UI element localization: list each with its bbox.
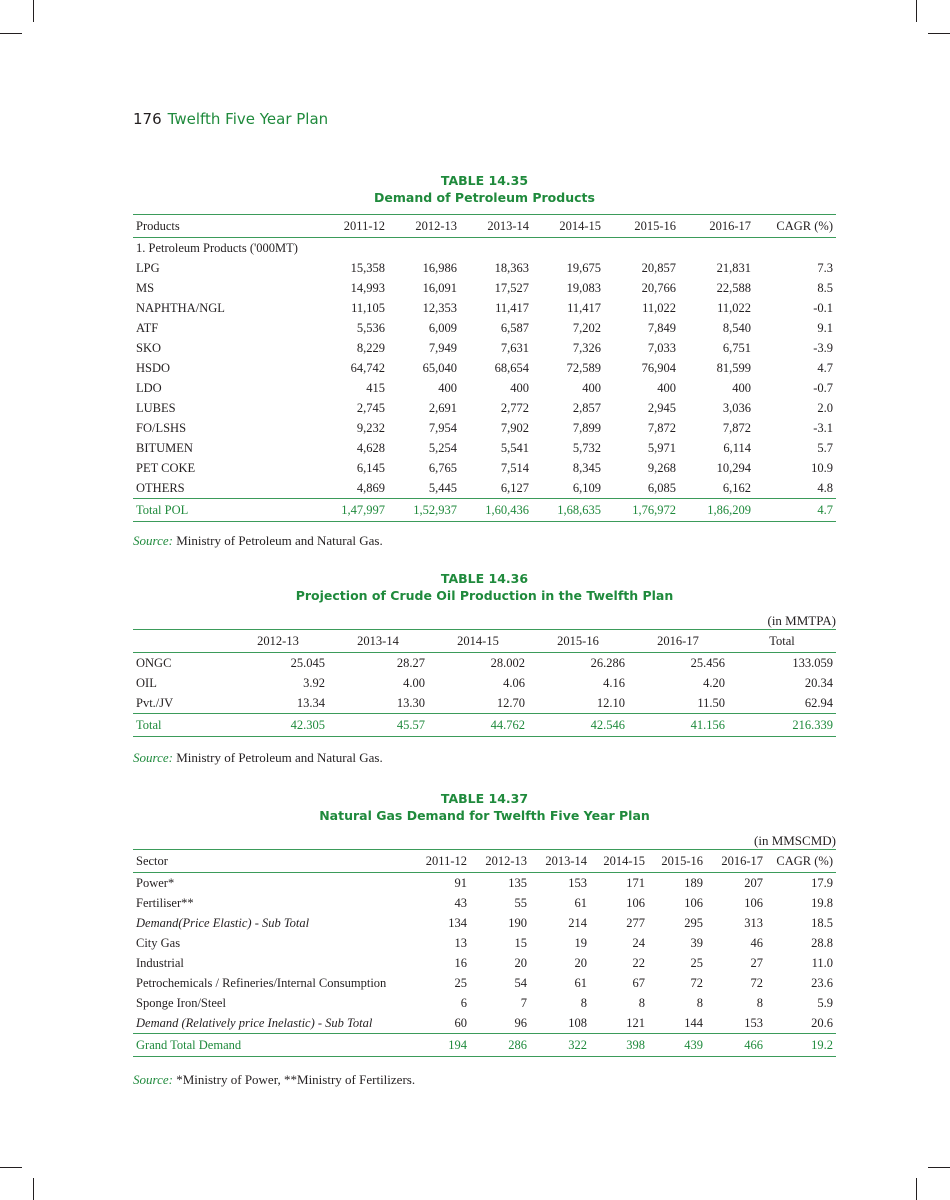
table-caption (133, 172, 836, 206)
table-source (133, 750, 383, 766)
table-source (133, 1072, 415, 1088)
table-cell: 76,904 (641, 360, 676, 375)
table-number: TABLE 14.36 (440, 571, 529, 586)
table-cell: 5.7 (817, 440, 833, 455)
table-cell: 108 (568, 1015, 587, 1030)
table-cell: 106 (744, 895, 763, 910)
table-header-row (133, 850, 836, 873)
table-cell: 7,899 (572, 420, 601, 435)
column-header: 2015-16 (604, 215, 679, 238)
total-cell: 194 (413, 1034, 470, 1057)
table-cell: 144 (684, 1015, 703, 1030)
column-header: 2012-13 (470, 850, 530, 873)
crude-oil-projection-table (133, 629, 836, 737)
table-cell: 67 (632, 975, 645, 990)
row-label: Power* (136, 875, 175, 890)
table-cell: 19.8 (811, 895, 833, 910)
table-cell: 134 (448, 915, 467, 930)
column-header: 2012-13 (388, 215, 460, 238)
table-cell: 400 (732, 380, 751, 395)
table-cell: 22,588 (716, 280, 751, 295)
table-cell: 68,654 (494, 360, 529, 375)
table-cell: 72 (690, 975, 703, 990)
table-cell: 19,675 (566, 260, 601, 275)
petroleum-demand-table (133, 214, 836, 522)
row-label: NAPHTHA/NGL (136, 300, 225, 315)
table-cell: 171 (626, 875, 645, 890)
column-header: Sector (133, 850, 413, 873)
row-label: Sponge Iron/Steel (136, 995, 226, 1010)
total-row (133, 714, 836, 737)
total-row (133, 499, 836, 522)
table-cell: 7,033 (647, 340, 676, 355)
table-cell: 135 (508, 875, 527, 890)
column-header: 2014-15 (590, 850, 648, 873)
table-cell: 400 (510, 380, 529, 395)
table-cell: 61 (574, 895, 587, 910)
table-row (133, 933, 836, 953)
table-cell: 16,091 (422, 280, 457, 295)
table-cell: 5,971 (647, 440, 676, 455)
total-cell: 19.2 (766, 1034, 836, 1057)
table-cell: 28.002 (490, 655, 525, 670)
row-label: FO/LSHS (136, 420, 187, 435)
total-label: Grand Total Demand (133, 1034, 413, 1057)
row-label: Petrochemicals / Refineries/Internal Consumption (136, 975, 387, 990)
column-header: 2015-16 (648, 850, 706, 873)
unit-label: (in MMTPA) (767, 613, 836, 628)
table-cell: -3.1 (813, 420, 833, 435)
column-header: 2016-17 (706, 850, 766, 873)
table-cell: 20 (514, 955, 527, 970)
table-cell: 18.5 (811, 915, 833, 930)
table-title: Projection of Crude Oil Production in the Twelfth Plan (295, 588, 674, 603)
table-cell: 20.34 (804, 675, 833, 690)
table-cell: 11,022 (642, 300, 676, 315)
table-cell: 277 (626, 915, 645, 930)
table-row (133, 258, 836, 278)
table-cell: 7.3 (817, 260, 833, 275)
table-cell: 11.0 (811, 955, 833, 970)
table-number: TABLE 14.35 (440, 173, 529, 188)
crop-mark (928, 1167, 950, 1168)
table-cell: 6,109 (572, 480, 601, 495)
table-row (133, 973, 836, 993)
table-cell: 11.50 (697, 695, 725, 710)
table-cell: 11,022 (717, 300, 751, 315)
table-cell: 28.27 (396, 655, 425, 670)
table-cell: 8 (580, 995, 587, 1010)
crop-mark (33, 0, 34, 22)
column-header: Total (728, 630, 836, 653)
total-cell: 42.546 (528, 714, 628, 737)
table-cell: 27 (750, 955, 763, 970)
total-cell: 1,76,972 (604, 499, 679, 522)
source-label: Source: (133, 1072, 173, 1087)
row-label: Demand (Relatively price Inelastic) - Sub Total (136, 1015, 373, 1030)
table-row (133, 438, 836, 458)
total-cell: 398 (590, 1034, 648, 1057)
row-label: OIL (136, 675, 157, 690)
table-cell: 8.5 (817, 280, 833, 295)
table-cell: 55 (514, 895, 527, 910)
table-row (133, 338, 836, 358)
total-cell: 216.339 (728, 714, 836, 737)
table-cell: 72 (750, 975, 763, 990)
table-cell: 5,732 (572, 440, 601, 455)
table-title: Demand of Petroleum Products (374, 190, 595, 205)
row-label: SKO (136, 340, 162, 355)
row-label: MS (136, 280, 155, 295)
table-cell: 16,986 (422, 260, 457, 275)
table-cell: 20.6 (811, 1015, 833, 1030)
table-cell: 11,417 (495, 300, 529, 315)
table-cell: 2,772 (500, 400, 529, 415)
column-header: 2014-15 (532, 215, 604, 238)
table-cell: 6,751 (722, 340, 751, 355)
table-cell: 11,417 (567, 300, 601, 315)
table-row (133, 458, 836, 478)
total-cell: 286 (470, 1034, 530, 1057)
table-cell: 8,540 (722, 320, 751, 335)
total-cell: 1,47,997 (313, 499, 388, 522)
table-cell: 5,254 (428, 440, 457, 455)
table-cell: 61 (574, 975, 587, 990)
table-cell: 153 (568, 875, 587, 890)
table-cell: 106 (684, 895, 703, 910)
table-cell: 121 (626, 1015, 645, 1030)
table-cell: 18,363 (494, 260, 529, 275)
row-label: Pvt./JV (136, 695, 174, 710)
row-label: ONGC (136, 655, 172, 670)
table-cell: 20,766 (641, 280, 676, 295)
total-cell: 1,52,937 (388, 499, 460, 522)
crop-mark (928, 33, 950, 34)
column-header: 2011-12 (313, 215, 388, 238)
table-cell: 4.7 (817, 360, 833, 375)
table-cell: 25 (690, 955, 703, 970)
table-cell: 2,691 (428, 400, 457, 415)
table-cell: 3.92 (303, 675, 325, 690)
total-cell: 1,60,436 (460, 499, 532, 522)
table-cell: 8,229 (356, 340, 385, 355)
table-cell: 4.00 (403, 675, 425, 690)
table-cell: 8 (756, 995, 763, 1010)
column-header: 2012-13 (228, 630, 328, 653)
total-cell: 4.7 (754, 499, 836, 522)
table-cell: 106 (626, 895, 645, 910)
table-cell: 4,869 (356, 480, 385, 495)
page-number: 176 (133, 110, 162, 128)
table-row (133, 318, 836, 338)
table-cell: 19,083 (566, 280, 601, 295)
table-cell: 28.8 (811, 935, 833, 950)
running-title: Twelfth Five Year Plan (167, 110, 329, 128)
table-row (133, 693, 836, 714)
crop-mark (916, 1178, 917, 1200)
table-cell: 6,145 (356, 460, 385, 475)
row-label: Demand(Price Elastic) - Sub Total (136, 915, 310, 930)
column-header: 2014-15 (428, 630, 528, 653)
table-cell: 295 (684, 915, 703, 930)
table-cell: 15 (514, 935, 527, 950)
table-cell: 13.30 (396, 695, 425, 710)
table-header-row (133, 215, 836, 238)
row-label: LPG (136, 260, 160, 275)
table-cell: -0.1 (813, 300, 833, 315)
table-cell: 133.059 (792, 655, 833, 670)
table-source (133, 533, 383, 549)
table-row (133, 1013, 836, 1034)
row-label: ATF (136, 320, 159, 335)
row-label: LUBES (136, 400, 176, 415)
table-cell: 2,857 (572, 400, 601, 415)
table-caption (133, 570, 836, 604)
table-cell: 4.8 (817, 480, 833, 495)
table-cell: 400 (438, 380, 457, 395)
table-cell: 2,945 (647, 400, 676, 415)
table-row (133, 398, 836, 418)
table-cell: 415 (366, 380, 385, 395)
section-row (133, 238, 836, 259)
table-row (133, 378, 836, 398)
table-cell: 17,527 (494, 280, 529, 295)
table-cell: 62.94 (804, 695, 833, 710)
total-cell: 42.305 (228, 714, 328, 737)
table-cell: 7 (520, 995, 527, 1010)
table-row (133, 653, 836, 674)
table-cell: 9.1 (817, 320, 833, 335)
table-row (133, 873, 836, 894)
table-cell: 7,326 (572, 340, 601, 355)
table-cell: 39 (690, 935, 703, 950)
table-cell: 11,105 (351, 300, 385, 315)
crop-mark (916, 0, 917, 22)
table-cell: 400 (582, 380, 601, 395)
table-cell: 8 (638, 995, 645, 1010)
table-row (133, 993, 836, 1013)
table-caption (133, 790, 836, 824)
natural-gas-demand-table (133, 849, 836, 1057)
table-cell: 12,353 (422, 300, 457, 315)
column-header: 2016-17 (628, 630, 728, 653)
table-cell: 214 (568, 915, 587, 930)
source-text: Ministry of Petroleum and Natural Gas. (176, 533, 383, 548)
table-row (133, 953, 836, 973)
total-cell: 1,86,209 (679, 499, 754, 522)
table-cell: 7,872 (722, 420, 751, 435)
source-label: Source: (133, 533, 173, 548)
table-cell: 60 (454, 1015, 467, 1030)
table-cell: -3.9 (813, 340, 833, 355)
table-cell: 7,949 (428, 340, 457, 355)
table-cell: 5,445 (428, 480, 457, 495)
page-header (133, 110, 328, 128)
table-row (133, 358, 836, 378)
column-header: 2013-14 (530, 850, 590, 873)
crop-mark (33, 1178, 34, 1200)
row-label: City Gas (136, 935, 181, 950)
table-cell: 19 (574, 935, 587, 950)
column-header: CAGR (%) (754, 215, 836, 238)
table-row (133, 913, 836, 933)
total-row (133, 1034, 836, 1057)
source-text: *Ministry of Power, **Ministry of Fertilizers. (176, 1072, 416, 1087)
row-label: BITUMEN (136, 440, 193, 455)
table-cell: 207 (744, 875, 763, 890)
table-cell: 6 (460, 995, 467, 1010)
table-cell: 72,589 (566, 360, 601, 375)
table-cell: 6,765 (428, 460, 457, 475)
table-cell: 17.9 (811, 875, 833, 890)
table-cell: 4.06 (503, 675, 525, 690)
table-cell: 25.045 (290, 655, 325, 670)
column-header: 2016-17 (679, 215, 754, 238)
row-label: Industrial (136, 955, 184, 970)
table-cell: 4.20 (703, 675, 725, 690)
table-cell: 12.10 (596, 695, 625, 710)
table-cell: 5.9 (817, 995, 833, 1010)
row-label: HSDO (136, 360, 171, 375)
table-cell: 21,831 (716, 260, 751, 275)
table-cell: 2,745 (356, 400, 385, 415)
table-cell: 25.456 (690, 655, 725, 670)
table-cell: 15,358 (350, 260, 385, 275)
table-cell: 189 (684, 875, 703, 890)
table-title: Natural Gas Demand for Twelfth Five Year Plan (319, 808, 650, 823)
table-cell: 65,040 (422, 360, 457, 375)
column-header: Products (133, 215, 313, 238)
column-header: 2013-14 (328, 630, 428, 653)
table-cell: 2.0 (817, 400, 833, 415)
column-header: 2013-14 (460, 215, 532, 238)
table-cell: 7,872 (647, 420, 676, 435)
row-label: OTHERS (136, 480, 185, 495)
total-cell: 44.762 (428, 714, 528, 737)
source-text: Ministry of Petroleum and Natural Gas. (176, 750, 383, 765)
column-header: 2011-12 (413, 850, 470, 873)
table-row (133, 673, 836, 693)
table-cell: 96 (514, 1015, 527, 1030)
table-cell: 25 (454, 975, 467, 990)
table-header-row (133, 630, 836, 653)
table-cell: 7,514 (500, 460, 529, 475)
table-cell: 6,162 (722, 480, 751, 495)
table-cell: 13.34 (296, 695, 325, 710)
total-label: Total (133, 714, 228, 737)
table-cell: 7,202 (572, 320, 601, 335)
table-cell: 24 (632, 935, 645, 950)
table-cell: 26.286 (590, 655, 625, 670)
column-header (133, 630, 228, 653)
table-cell: 4,628 (356, 440, 385, 455)
table-number: TABLE 14.37 (440, 791, 529, 806)
table-cell: 6,127 (500, 480, 529, 495)
total-cell: 41.156 (628, 714, 728, 737)
table-row (133, 478, 836, 499)
table-cell: 10,294 (716, 460, 751, 475)
table-cell: 14,993 (350, 280, 385, 295)
source-label: Source: (133, 750, 173, 765)
table-cell: 16 (454, 955, 467, 970)
crop-mark (0, 1167, 22, 1168)
section-label: 1. Petroleum Products ('000MT) (136, 240, 298, 255)
table-cell: 64,742 (350, 360, 385, 375)
table-cell: 4.16 (603, 675, 625, 690)
table-cell: 5,541 (500, 440, 529, 455)
total-cell: 322 (530, 1034, 590, 1057)
table-cell: 6,009 (428, 320, 457, 335)
table-cell: 3,036 (722, 400, 751, 415)
total-cell: 1,68,635 (532, 499, 604, 522)
table-cell: 7,902 (500, 420, 529, 435)
table-cell: 46 (750, 935, 763, 950)
table-cell: 20,857 (641, 260, 676, 275)
table-cell: 5,536 (356, 320, 385, 335)
table-cell: 23.6 (811, 975, 833, 990)
table-cell: 9,232 (356, 420, 385, 435)
table-cell: 7,849 (647, 320, 676, 335)
table-cell: 153 (744, 1015, 763, 1030)
table-cell: 313 (744, 915, 763, 930)
total-cell: 45.57 (328, 714, 428, 737)
table-cell: 6,085 (647, 480, 676, 495)
table-cell: 81,599 (716, 360, 751, 375)
table-cell: 7,954 (428, 420, 457, 435)
table-cell: 190 (508, 915, 527, 930)
table-row (133, 893, 836, 913)
total-cell: 439 (648, 1034, 706, 1057)
table-cell: 7,631 (500, 340, 529, 355)
total-label: Total POL (133, 499, 313, 522)
table-cell: 91 (454, 875, 467, 890)
row-label: Fertiliser** (136, 895, 194, 910)
table-cell: 9,268 (647, 460, 676, 475)
table-cell: 20 (574, 955, 587, 970)
table-cell: 400 (657, 380, 676, 395)
table-cell: 12.70 (496, 695, 525, 710)
table-cell: 6,114 (723, 440, 751, 455)
table-cell: 43 (454, 895, 467, 910)
crop-mark (0, 33, 22, 34)
column-header: 2015-16 (528, 630, 628, 653)
table-row (133, 298, 836, 318)
table-cell: -0.7 (813, 380, 833, 395)
table-cell: 6,587 (500, 320, 529, 335)
column-header: CAGR (%) (766, 850, 836, 873)
row-label: PET COKE (136, 460, 196, 475)
table-cell: 8,345 (572, 460, 601, 475)
table-cell: 13 (454, 935, 467, 950)
total-cell: 466 (706, 1034, 766, 1057)
row-label: LDO (136, 380, 162, 395)
table-cell: 8 (696, 995, 703, 1010)
unit-label: (in MMSCMD) (754, 833, 836, 848)
table-cell: 22 (632, 955, 645, 970)
table-row (133, 418, 836, 438)
table-cell: 54 (514, 975, 527, 990)
table-row (133, 278, 836, 298)
table-cell: 10.9 (811, 460, 833, 475)
